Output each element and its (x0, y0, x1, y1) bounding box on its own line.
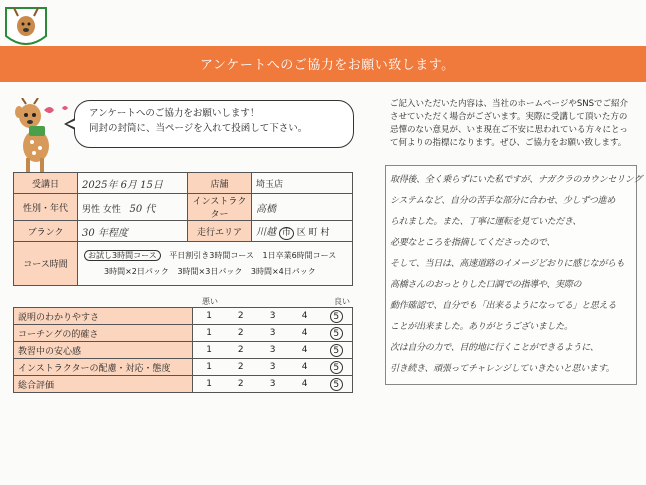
rating-option-number: 3 (269, 362, 276, 372)
course-option-4day[interactable]: 3時間×4日パック (250, 266, 316, 276)
blank-value[interactable]: 30 年程度 (78, 221, 188, 242)
rating-option-5[interactable] (321, 308, 353, 325)
rating-option-1[interactable] (193, 342, 225, 359)
publication-notice: ご記入いただいた内容は、当社のホームページやSNSでご紹介させていただく場合がございます。実際に受講して頂いた方の忌憚のない意見が、いま現在ご不安に思われている方々にとって何よりの指標になります。ぜひ、ご協力をお願い致します。 (390, 99, 628, 148)
rating-option-2[interactable] (225, 359, 257, 376)
rating-table (13, 307, 353, 393)
header-band (0, 46, 646, 82)
area-cell[interactable] (252, 221, 353, 242)
rating-option-number: 2 (237, 328, 244, 338)
comment-line: 引き続き、頑張ってチャレンジしていきたいと思います。 (390, 364, 615, 374)
rating-option-1[interactable] (193, 376, 225, 393)
rating-option-number: 4 (301, 345, 308, 355)
rating-row (14, 308, 353, 325)
course-row-1 (84, 248, 346, 264)
rating-option-number: 2 (237, 345, 244, 355)
rating-option-number: 3 (269, 379, 276, 389)
rating-row (14, 376, 353, 393)
rating-option-number: 4 (301, 379, 308, 389)
scale-low-label: 悪い (202, 297, 218, 306)
course-option-3day[interactable]: 3時間×3日パック (177, 266, 243, 276)
gender-label: 性別・年代 (14, 194, 78, 221)
rating-option-number: 2 (237, 379, 244, 389)
rating-option-3[interactable] (257, 376, 289, 393)
rating-option-number: 4 (301, 328, 308, 338)
instruction-bubble (74, 100, 354, 148)
deer-mascot-icon (12, 98, 72, 178)
scale-high-label: 良い (334, 297, 350, 306)
rating-row (14, 359, 353, 376)
rating-option-1[interactable] (193, 359, 225, 376)
rating-option-number: 1 (206, 311, 212, 321)
bubble-line-1: アンケートへのご協力をお願いします！ (89, 108, 260, 119)
date-value[interactable]: 2025年 6月 15日 (78, 173, 188, 194)
rating-option-number: 3 (269, 345, 276, 355)
comment-line: システムなど、自分の苦手な部分に合わせ、少しずつ進め (390, 196, 616, 206)
rating-option-number: 1 (206, 345, 212, 355)
comment-line: られました。また、丁寧に運転を見ていただき、 (390, 217, 582, 227)
rating-option-number: 5 (330, 361, 343, 374)
store-value: 埼玉店 (252, 173, 353, 194)
rating-option-number: 5 (330, 344, 343, 357)
area-units-rest: 区 町 村 (296, 227, 330, 238)
course-row-2 (84, 264, 346, 280)
instructor-value[interactable]: 高橋 (252, 194, 353, 221)
rating-question-label: 総合評価 (14, 376, 193, 393)
rating-row (14, 342, 353, 359)
course-option-weekday[interactable]: 平日割引き3時間コース (169, 250, 254, 260)
rating-option-1[interactable] (193, 325, 225, 342)
rating-option-2[interactable] (225, 342, 257, 359)
rating-option-number: 2 (237, 362, 244, 372)
gender-age-cell[interactable] (78, 194, 188, 221)
rating-row (14, 325, 353, 342)
course-label: コース時間 (14, 242, 78, 286)
bubble-tail-inner (67, 120, 76, 128)
rating-option-2[interactable] (225, 376, 257, 393)
comment-line: 次は自分の力で、目的地に行くことができるように、 (390, 343, 599, 353)
rating-option-number: 3 (269, 328, 276, 338)
rating-option-number: 1 (206, 328, 212, 338)
rating-question-label: コーチングの的確さ (14, 325, 193, 342)
blank-label: ブランク (14, 221, 78, 242)
date-label: 受講日 (14, 173, 78, 194)
comment-line: 取得後、全く乗らずにいた私ですが、ナガクラのカウンセリング (390, 175, 642, 185)
area-value[interactable]: 川越 (256, 226, 277, 238)
course-option-oneday[interactable]: 1日卒業6時間コース (262, 250, 337, 260)
rating-option-4[interactable] (289, 376, 321, 393)
rating-option-5[interactable] (321, 376, 353, 393)
comment-line: そして、当日は、高速道路のイメージどおりに感じながらも (390, 259, 625, 269)
rating-option-5[interactable] (321, 342, 353, 359)
info-table (13, 172, 353, 286)
rating-option-number: 4 (301, 362, 308, 372)
bubble-line-2: 同封の封筒に、当ページを入れて投函して下さい。 (89, 123, 308, 134)
page-title: アンケートへのご協力をお願い致します。 (200, 58, 455, 73)
rating-question-label: インストラクターの配慮・対応・態度 (14, 359, 193, 376)
course-options[interactable] (78, 242, 353, 286)
area-unit-city[interactable]: 市 (279, 227, 294, 240)
comment-line: ことが出来ました。ありがとうございました。 (390, 322, 573, 332)
rating-option-3[interactable] (257, 308, 289, 325)
gender-options[interactable]: 男性 女性 (82, 204, 121, 215)
rating-option-4[interactable] (289, 308, 321, 325)
rating-option-number: 1 (206, 362, 212, 372)
rating-option-number: 5 (330, 310, 343, 323)
rating-option-number: 3 (269, 311, 276, 321)
comment-line: 高橋さんのおっとりした口調での指導や、実際の (390, 280, 582, 290)
rating-option-number: 5 (330, 327, 343, 340)
rating-option-3[interactable] (257, 325, 289, 342)
rating-option-number: 2 (237, 311, 244, 321)
rating-option-1[interactable] (193, 308, 225, 325)
comment-line: 動作確認で、自分でも「出来るようになってる」と思える (390, 301, 617, 311)
rating-option-2[interactable] (225, 308, 257, 325)
rating-question-label: 説明のわかりやすさ (14, 308, 193, 325)
rating-option-number: 4 (301, 311, 308, 321)
rating-option-3[interactable] (257, 342, 289, 359)
rating-option-5[interactable] (321, 359, 353, 376)
rating-option-4[interactable] (289, 342, 321, 359)
course-option-trial[interactable]: お試し3時間コース (84, 250, 161, 261)
rating-option-number: 1 (206, 379, 212, 389)
area-label: 走行エリア (188, 221, 252, 242)
comment-line: 必要なところを指摘してくださったので、 (390, 238, 556, 248)
rating-question-label: 教習中の安心感 (14, 342, 193, 359)
rating-option-5[interactable] (321, 325, 353, 342)
instructor-label: インストラクター (188, 194, 252, 221)
rating-option-4[interactable] (289, 359, 321, 376)
rating-option-2[interactable] (225, 325, 257, 342)
course-option-2day[interactable]: 3時間×2日パック (104, 266, 169, 276)
rating-option-3[interactable] (257, 359, 289, 376)
age-value[interactable]: 50 代 (129, 203, 156, 215)
rating-option-4[interactable] (289, 325, 321, 342)
rating-option-number: 5 (330, 378, 343, 391)
store-label: 店舗 (188, 173, 252, 194)
